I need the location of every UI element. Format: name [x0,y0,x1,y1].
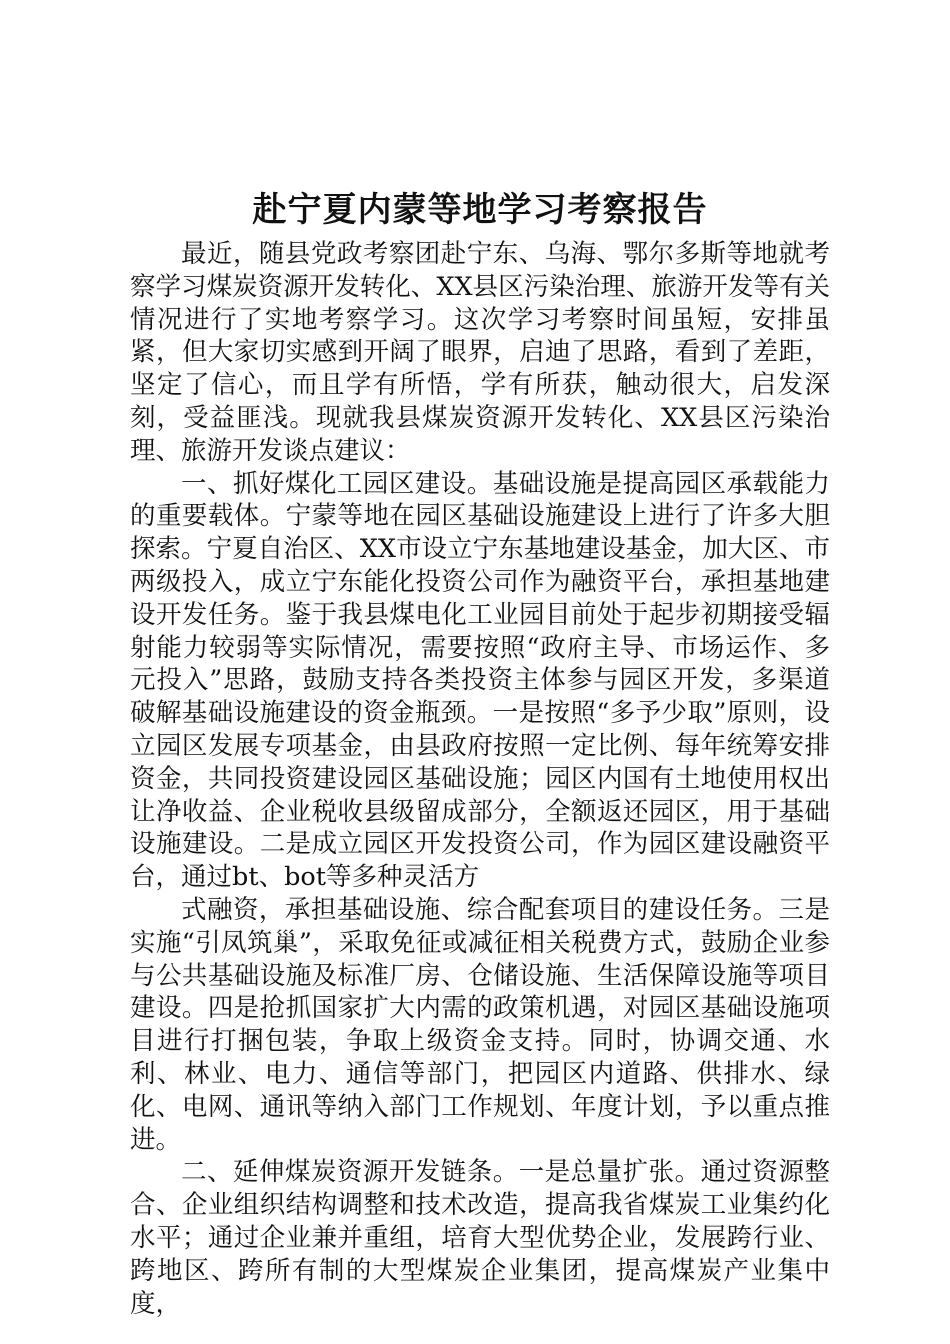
paragraph-section-one-continued: 式融资，承担基础设施、综合配套项目的建设任务。三是实施“引凤筑巢”，采取免征或减征相关税费方式，鼓励企业参与公共基础设施及标准厂房、仓储设施、生活保障设施等项目建设。四是抢抓国家扩大内需的政策机遇，对园区基础设施项目进行打捆包装，争取上级资金支持。同时，协调交通、水利、林业、电力、通信等部门，把园区内道路、供排水、绿化、电网、通讯等纳入部门工作规划、年度计划，予以重点推进。 [130,894,830,1155]
document-page [130,182,830,1320]
paragraph-intro: 最近，随县党政考察团赴宁东、乌海、鄂尔多斯等地就考察学习煤炭资源开发转化、XX县区污染治理、旅游开发等有关情况进行了实地考察学习。这次学习考察时间虽短，安排虽紧，但大家切实感到开阔了眼界，启迪了思路，看到了差距，坚定了信心，而且学有所悟，学有所获，触动很大，启发深刻，受益匪浅。现就我县煤炭资源开发转化、XX县区污染治理、旅游开发谈点建议： [130,239,830,466]
paragraph-section-one: 一、抓好煤化工园区建设。基础设施是提高园区承载能力的重要载体。宁蒙等地在园区基础设施建设上进行了许多大胆探索。宁夏自治区、XX市设立宁东基地建设基金，加大区、市两级投入，成立宁东能化投资公司作为融资平台，承担基地建设开发任务。鉴于我县煤电化工业园目前处于起步初期接受辐射能力较弱等实际情况，需要按照“政府主导、市场运作、多元投入”思路，鼓励支持各类投资主体参与园区开发，多渠道破解基础设施建设的资金瓶颈。一是按照“多予少取”原则，设立园区发展专项基金，由县政府按照一定比例、每年统筹安排资金，共同投资建设园区基础设施；园区内国有土地使用权出让净收益、企业税收县级留成部分，全额返还园区，用于基础设施建设。二是成立园区开发投资公司，作为园区建设融资平台，通过bt、bot等多种灵活方 [130,468,830,893]
document-title: 赴宁夏内蒙等地学习考察报告 [252,190,708,230]
paragraph-section-two: 二、延伸煤炭资源开发链条。一是总量扩张。通过资源整合、企业组织结构调整和技术改造，提高我省煤炭工业集约化水平；通过企业兼并重组，培育大型优势企业，发展跨行业、跨地区、跨所有制的大型煤炭企业集团，提高煤炭产业集中度， [130,1157,830,1319]
